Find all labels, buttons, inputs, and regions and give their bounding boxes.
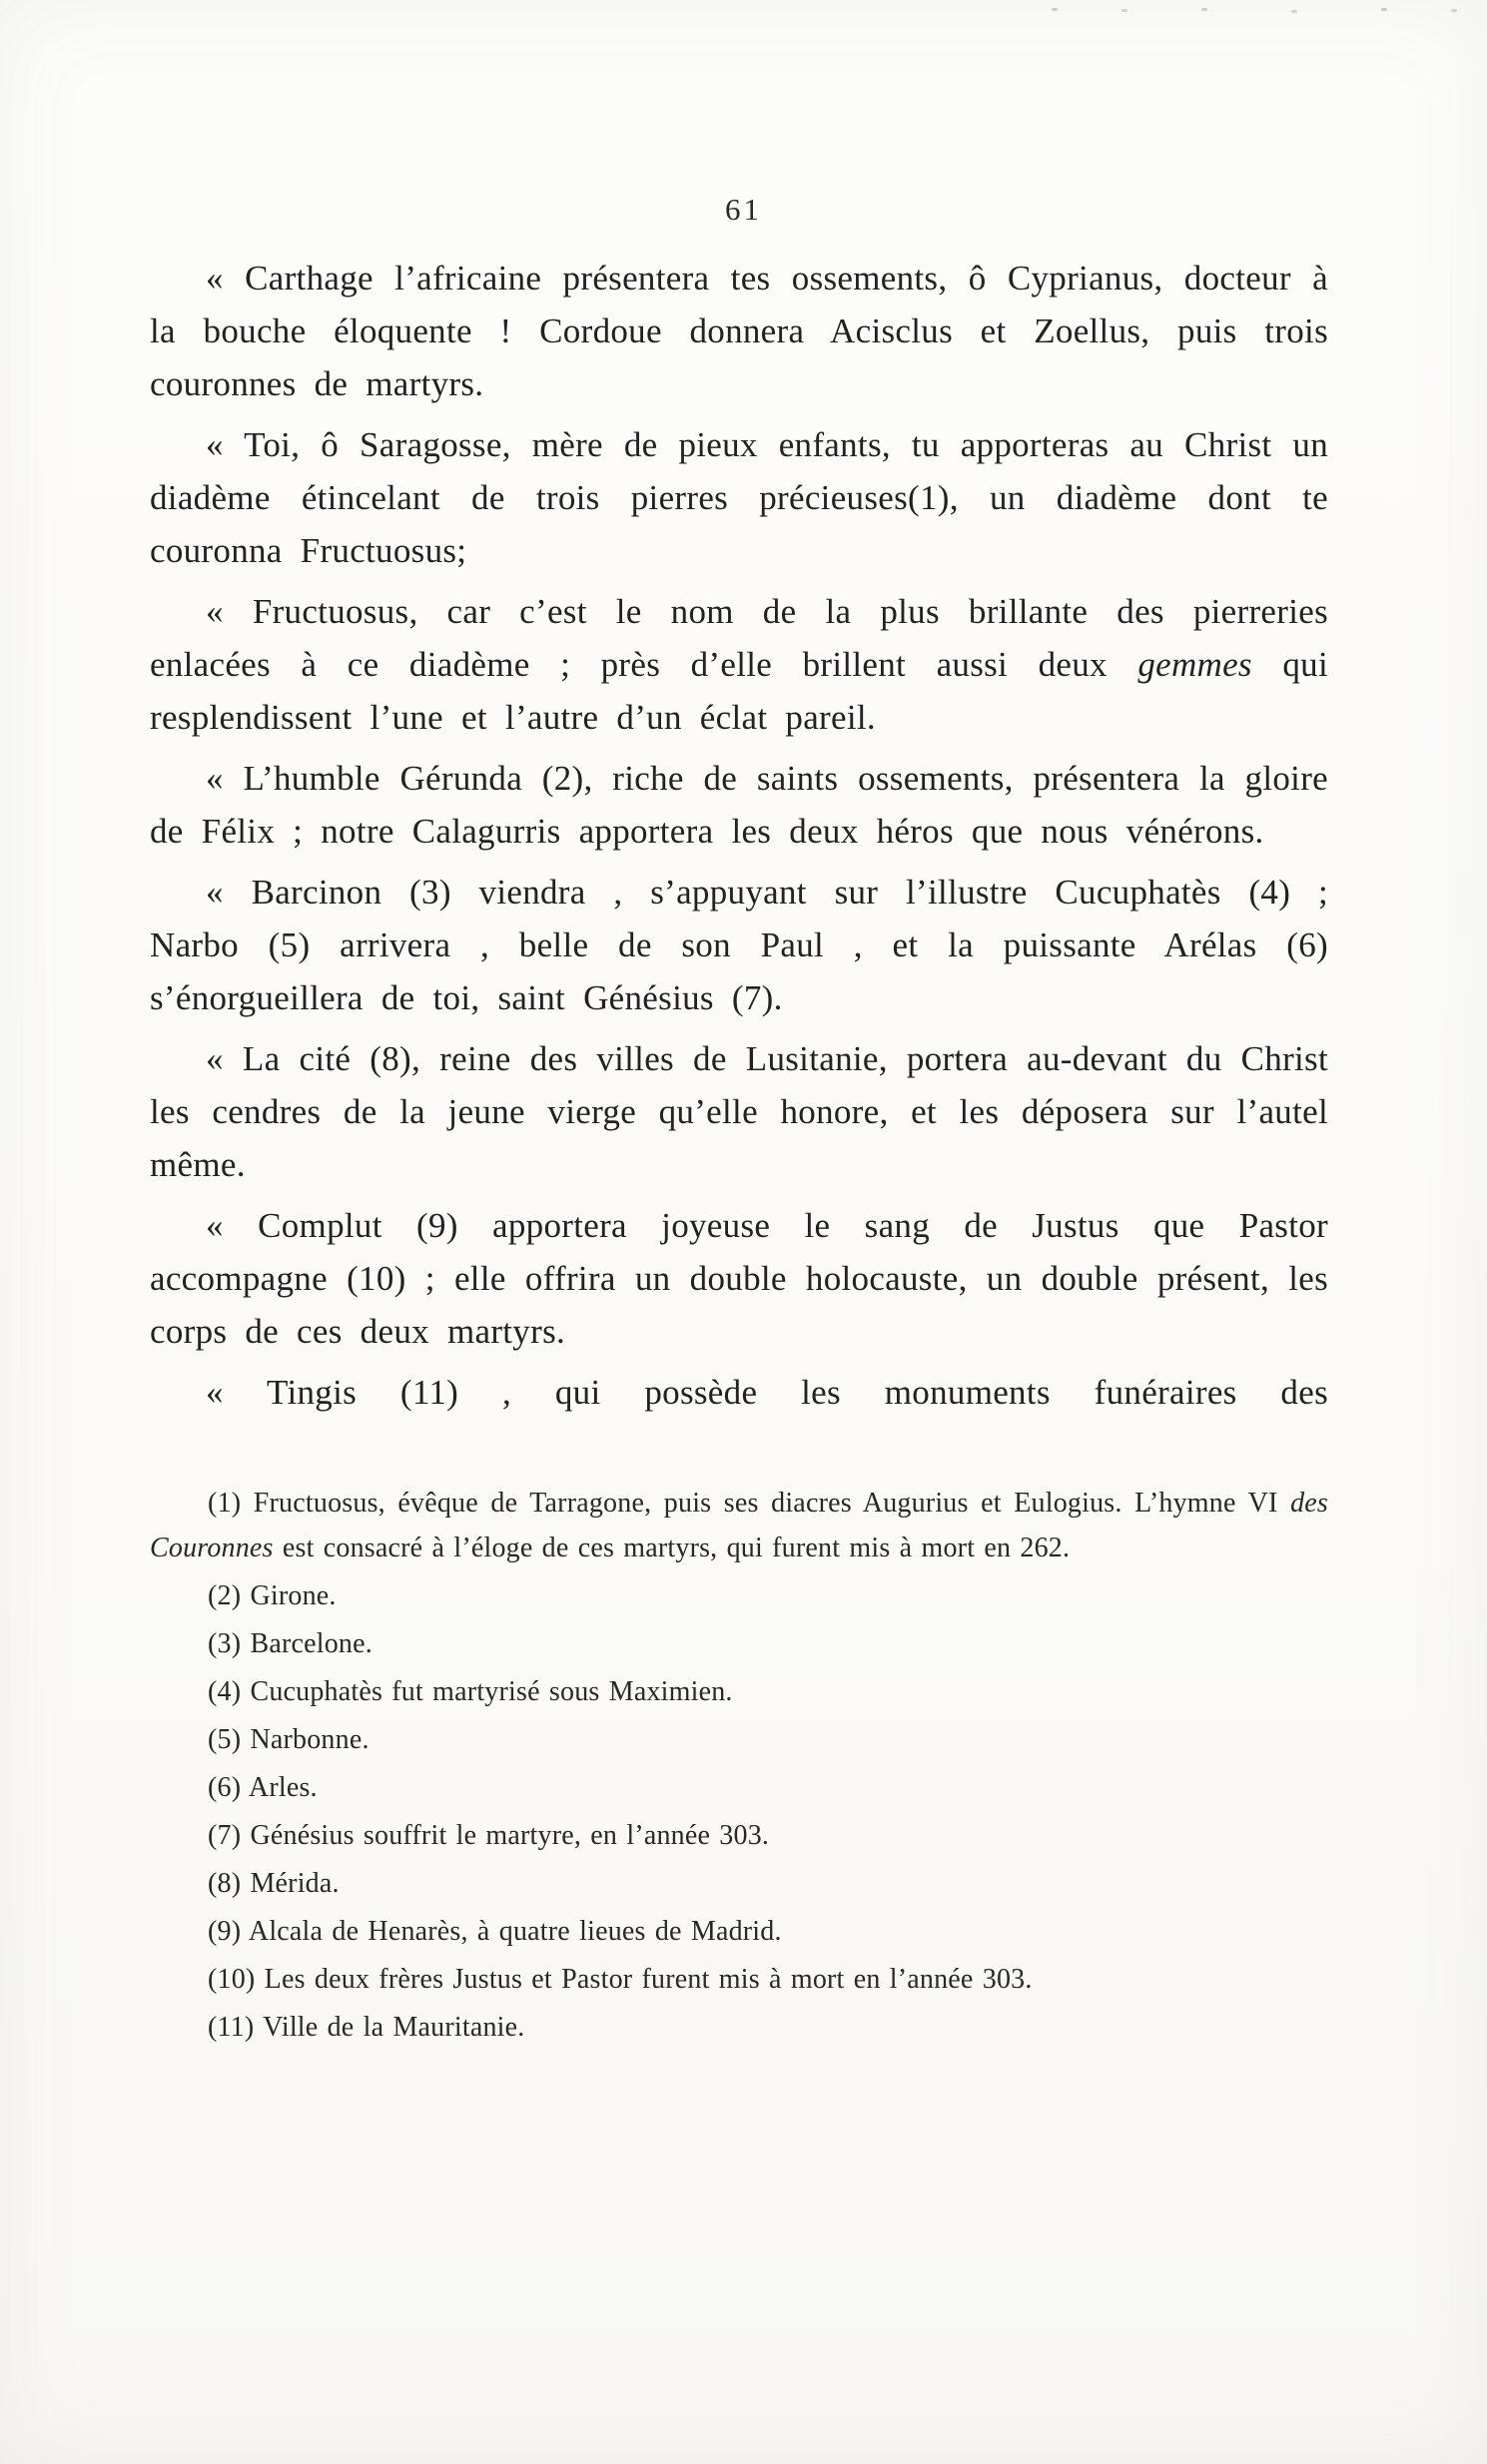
text-run: (3) Barcelone. [208,1628,372,1659]
footnote [150,1669,1328,1714]
italic-text-run: des Couronnes [150,1488,1328,1563]
text-run: (10) Les deux frères Justus et Pastor furent mis à mort en l’année 303. [208,1964,1033,1995]
page-number: 61 [725,192,762,227]
italic-text-run: gemmes [1137,645,1252,684]
text-run: « Tingis (11) , qui possède les monuments funéraires des [206,1373,1328,1412]
footnote [150,1957,1328,2002]
footnote [150,1717,1328,1762]
text-run: (6) Arles. [208,1772,318,1803]
text-run: (8) Mérida. [208,1868,340,1899]
footnotes [150,1481,1328,2050]
footnote [150,1813,1328,1858]
text-run: (7) Génésius souffrit le martyre, en l’année 303. [208,1820,770,1851]
body-paragraph [150,418,1328,577]
text-run: « Carthage l’africaine présentera tes ossements, ô Cyprianus, docteur à la bouche éloquente ! Cordoue donnera Acisclus et Zoellus, puis trois couronnes de martyrs. [150,259,1328,403]
text-run: qui resplendissent l’une et l’autre d’un éclat pareil. [150,645,1328,737]
footnote [150,1573,1328,1618]
text-run: « La cité (8), reine des villes de Lusitanie, portera au-devant du Christ les cendres de la jeune vierge qu’elle honore, et les déposera sur l’autel même. [150,1039,1328,1184]
text-run: (2) Girone. [208,1580,337,1611]
text-run: (5) Narbonne. [208,1724,370,1755]
text-run: « Complut (9) apportera joyeuse le sang de Justus que Pastor accompagne (10) ; elle offrira un double holocauste, un double présent, les corps de ces deux martyrs. [150,1206,1328,1351]
body-paragraph [150,252,1328,410]
text-run: « Fructuosus, car c’est le nom de la plus brillante des pierreries enlacées à ce diadème ; près d’elle brillent aussi deux [150,592,1328,684]
body-paragraph [150,1199,1328,1358]
footnote [150,1621,1328,1666]
text-run: (4) Cucuphatès fut martyrisé sous Maximien. [208,1676,733,1707]
scan-noise-specks [1052,8,1058,11]
text-run: « L’humble Gérunda (2), riche de saints ossements, présentera la gloire de Félix ; notre Calagurris apportera les deux héros que nous vénérons. [150,759,1328,851]
footnote [150,1481,1328,1570]
text-run: « Barcinon (3) viendra , s’appuyant sur l’illustre Cucuphatès (4) ; Narbo (5) arrivera , belle de son Paul , et la puissante Arélas (6) s’énorgueillera de toi, saint Génésius (7). [150,873,1328,1017]
text-run: (9) Alcala de Henarès, à quatre lieues de Madrid. [208,1916,782,1947]
footnote [150,1909,1328,1954]
footnote [150,1765,1328,1810]
text-run: (11) Ville de la Mauritanie. [208,2012,525,2043]
text-column [150,252,1328,2053]
body-paragraph [150,585,1328,744]
footnote [150,1861,1328,1906]
text-run: « Toi, ô Saragosse, mère de pieux enfants, tu apporteras au Christ un diadème étincelant de trois pierres précieuses(1), un diadème dont te couronna Fructuosus; [150,425,1328,570]
footnote [150,2005,1328,2050]
body-paragraph [150,1366,1328,1419]
body-text [150,252,1328,1419]
text-run: (1) Fructuosus, évêque de Tarragone, puis ses diacres Augurius et Eulogius. L’hymne VI [208,1488,1291,1519]
body-paragraph [150,866,1328,1024]
text-run: est consacré à l’éloge de ces martyrs, qui furent mis à mort en 262. [273,1533,1071,1563]
body-paragraph [150,752,1328,858]
body-paragraph [150,1032,1328,1191]
